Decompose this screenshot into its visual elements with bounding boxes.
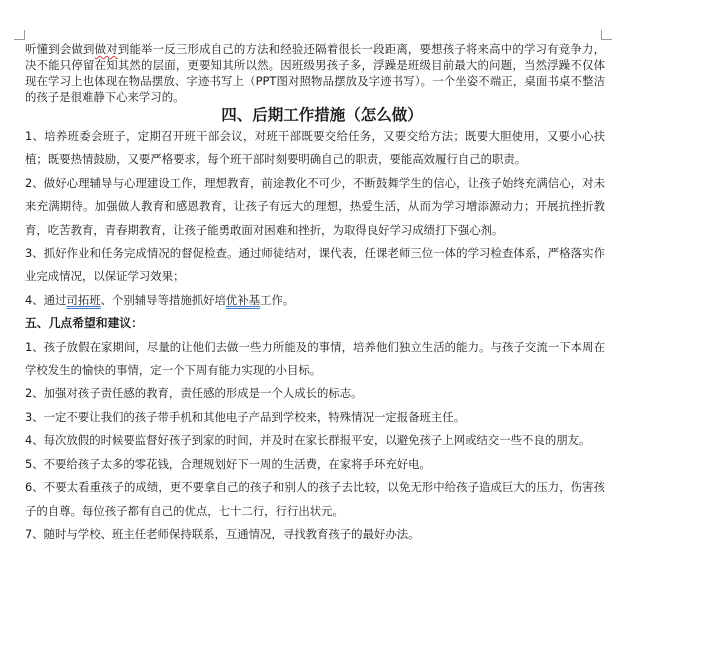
section4-item-3: 3、抓好作业和任务完成情况的督促检查。通过师徒结对，课代表，任课老师三位一体的学习检查体系，严格落实作业完成情况，以保证学习效果； (25, 246, 605, 284)
item4-prefix: 4、通过 (25, 292, 67, 307)
section4-item-2: 2、做好心理辅导与心理建设工作，理想教育，前途教化不可少，不断鼓舞学生的信心，让孩子始终充满信心，对未来充满期待。加强做人教育和感恩教育，让孩子有远大的理想，热爱生活，从而为学习增添源动力；开展抗挫折教育，吃苦教育，青春期教育，让孩子能勇敢面对困难和挫折，为取得良好学习成绩打下强心剂。 (25, 175, 605, 237)
section5-heading: 五、几点希望和建议： (25, 316, 143, 331)
section5-item-2: 2、加强对孩子责任感的教育，责任感的形成是一个人成长的标志。 (25, 386, 363, 401)
section4-item-4 (25, 289, 605, 312)
item4-suffix: 工作。 (260, 292, 295, 307)
item4-middle: 、个别辅导等措施抓好培 (100, 292, 226, 307)
section4-heading: 四、后期工作措施（怎么做） (221, 105, 423, 124)
grammar-flag: 司拓班 (66, 292, 101, 307)
crop-mark-top-right-horizontal (602, 39, 612, 40)
section5-item-7: 7、随时与学校、班主任老师保持联系，互通情况，寻找教育孩子的最好办法。 (25, 526, 420, 541)
grammar-flag: 优补基 (225, 292, 261, 307)
intro-text-part2: 到能举一反三形成自己的方法和经验还隔着很长一段距离，要想孩子将来高中的学习有竞争力，决不能只停留在知其然的层面，更要知其所以然。因班级男孩子多，浮躁是班级目前最大的问题，当然浮躁不仅体现在学习上也体现在物品摆放、字迹书写上（PPT图对照物品摆放及字迹书写）。一个坐姿不端正，桌面书桌不整洁的孩子是很难静下心来学习的。 (25, 42, 605, 104)
document-body[interactable] (25, 41, 605, 546)
section5-item-3: 3、一定不要让我们的孩子带手机和其他电子产品到学校来，特殊情况一定报备班主任。 (25, 409, 466, 424)
section5-item-6: 6、不要太看重孩子的成绩，更不要拿自己的孩子和别人的孩子去比较，以免无形中给孩子造成巨大的压力，伤害孩子的自尊。每位孩子都有自己的优点，七十二行，行行出状元。 (25, 480, 605, 518)
crop-mark-top-left-horizontal (14, 39, 24, 40)
section4-item-1: 1、培养班委会班子，定期召开班干部会议，对班干部既要交给任务，又要交给方法；既要大胆使用，又要小心扶植；既要热情鼓励，又要严格要求，每个班干部时刻要明确自己的职责，要能高效履行自己的职责。 (25, 129, 605, 167)
section5-item-1: 1、孩子放假在家期间，尽量的让他们去做一些力所能及的事情，培养他们独立生活的能力。与孩子交流一下本周在学校发生的愉快的事情，定一个下周有能力实现的小目标。 (25, 339, 605, 378)
section5-item-5: 5、不要给孩子太多的零花钱，合理规划好下一周的生活费，在家将手环充好电。 (25, 456, 431, 471)
section5-item-4: 4、每次放假的时候要监督好孩子到家的时间，并及时在家长群报平安，以避免孩子上网或结交一些不良的朋友。 (25, 433, 591, 448)
intro-paragraph (25, 41, 605, 105)
intro-text-part1: 听懂到会做到 (25, 42, 95, 56)
crop-mark-top-left-vertical (24, 30, 25, 40)
spellcheck-flag: 做对 (94, 42, 118, 56)
